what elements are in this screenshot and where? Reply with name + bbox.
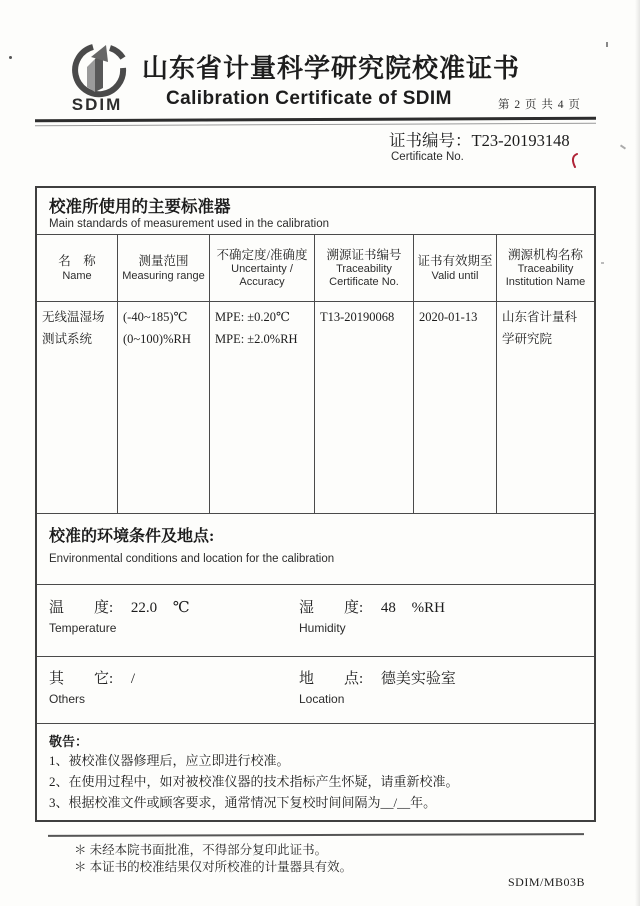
header-divider [35, 117, 596, 122]
scan-speck [606, 42, 608, 47]
form-code: SDIM/MB03B [508, 875, 586, 889]
standards-table-row [37, 302, 594, 514]
cell-traceability-cert-no: T13-20190068 [315, 302, 414, 513]
others-value: / [130, 671, 136, 687]
column-header-valid-until: 证书有效期至 Valid until [414, 235, 497, 301]
humidity-field [299, 596, 549, 656]
humidity-label: 湿 度: [299, 600, 364, 616]
scan-speck [620, 144, 626, 149]
header-divider-echo [35, 123, 596, 126]
column-header-traceability-cert-no: 溯源证书编号 Traceability Certificate No. [315, 235, 414, 301]
scan-speck [601, 262, 604, 264]
environment-title-cn: 校准的环境条件及地点: [49, 528, 215, 545]
footer-note-2: ＊ 本证书的校准结果仅对所校准的计量器具有效。 [74, 859, 353, 874]
environment-title-en: Environmental conditions and location for the calibration [49, 553, 335, 565]
temperature-value: 22.0 [130, 600, 158, 616]
temperature-field [49, 596, 299, 656]
column-header-traceability-institution: 溯源机构名称 Traceability Institution Name [505, 247, 586, 289]
certificate-number-label: 证书编号： [389, 131, 472, 150]
column-header-measuring-range: 测量范围 Measuring range [118, 235, 210, 301]
certificate-number-value: T23-20193148 [471, 131, 570, 150]
standards-section-title [37, 188, 594, 234]
notice-item-3: 3、根据校准文件或顾客要求，通常情况下复校时间间隔为__/__年。 [49, 795, 437, 811]
environment-section-title [37, 514, 594, 584]
standards-table-header [37, 234, 594, 302]
others-location-row [37, 656, 594, 723]
temperature-unit: ℃ [172, 600, 190, 616]
temperature-label: 温 度: [49, 600, 114, 616]
notice-item-1: 1、被校准仪器修理后，应立即进行校准。 [49, 753, 290, 768]
temperature-humidity-row [37, 584, 594, 656]
cell-measuring-range: (-40~185)℃ (0~100)%RH [118, 302, 210, 513]
others-label-english: Others [49, 692, 86, 706]
notice-section [37, 723, 594, 820]
location-label-english: Location [299, 692, 345, 706]
footer-divider [48, 833, 584, 837]
location-field [299, 667, 549, 723]
scan-speck [9, 56, 12, 59]
others-field [49, 667, 299, 723]
footer-note-1: ＊ 未经本院书面批准，不得部分复印此证书。 [74, 843, 328, 857]
humidity-value: 48 [380, 600, 396, 616]
location-value: 德美实验室 [380, 671, 456, 687]
notice-title: 敬告： [49, 734, 89, 749]
red-pen-mark [569, 153, 579, 169]
column-header-uncertainty: 不确定度/准确度 Uncertainty / Accuracy [210, 235, 315, 301]
scan-edge-shadow [635, 0, 640, 906]
footer-notes [74, 842, 352, 876]
sdim-logo-icon [66, 44, 128, 98]
humidity-label-english: Humidity [299, 621, 346, 635]
sdim-logo-text: SDIM [71, 95, 123, 114]
cell-uncertainty: MPE: ±0.20℃ MPE: ±2.0%RH [210, 302, 315, 513]
temperature-label-english: Temperature [49, 621, 117, 635]
column-header-name: 名 称 Name [37, 235, 118, 301]
page-title-english: Calibration Certificate of SDIM [166, 88, 452, 109]
standards-title-en: Main standards of measurement used in the calibration [49, 218, 329, 230]
sdim-logo [54, 44, 140, 115]
cell-standard-name: 无线温湿场测试系统 [37, 302, 118, 513]
location-label: 地 点: [299, 671, 364, 687]
certificate-number [389, 127, 570, 151]
page-title: 山东省计量科学研究院校准证书 [142, 54, 521, 83]
notice-item-2: 2、在使用过程中，如对被校准仪器的技术指标产生怀疑，请重新校准。 [49, 774, 459, 790]
cell-institution: 山东省计量科学研究院 [502, 310, 578, 346]
others-label: 其 它: [49, 671, 114, 687]
humidity-unit: %RH [411, 600, 446, 616]
certificate-number-label-english: Certificate No. [391, 151, 464, 163]
page-number: 第 2 页 共 4 页 [498, 99, 581, 111]
cell-valid-until: 2020-01-13 [414, 302, 497, 513]
certificate-body-box [35, 186, 596, 822]
standards-title-cn: 校准所使用的主要标准器 [49, 197, 231, 216]
